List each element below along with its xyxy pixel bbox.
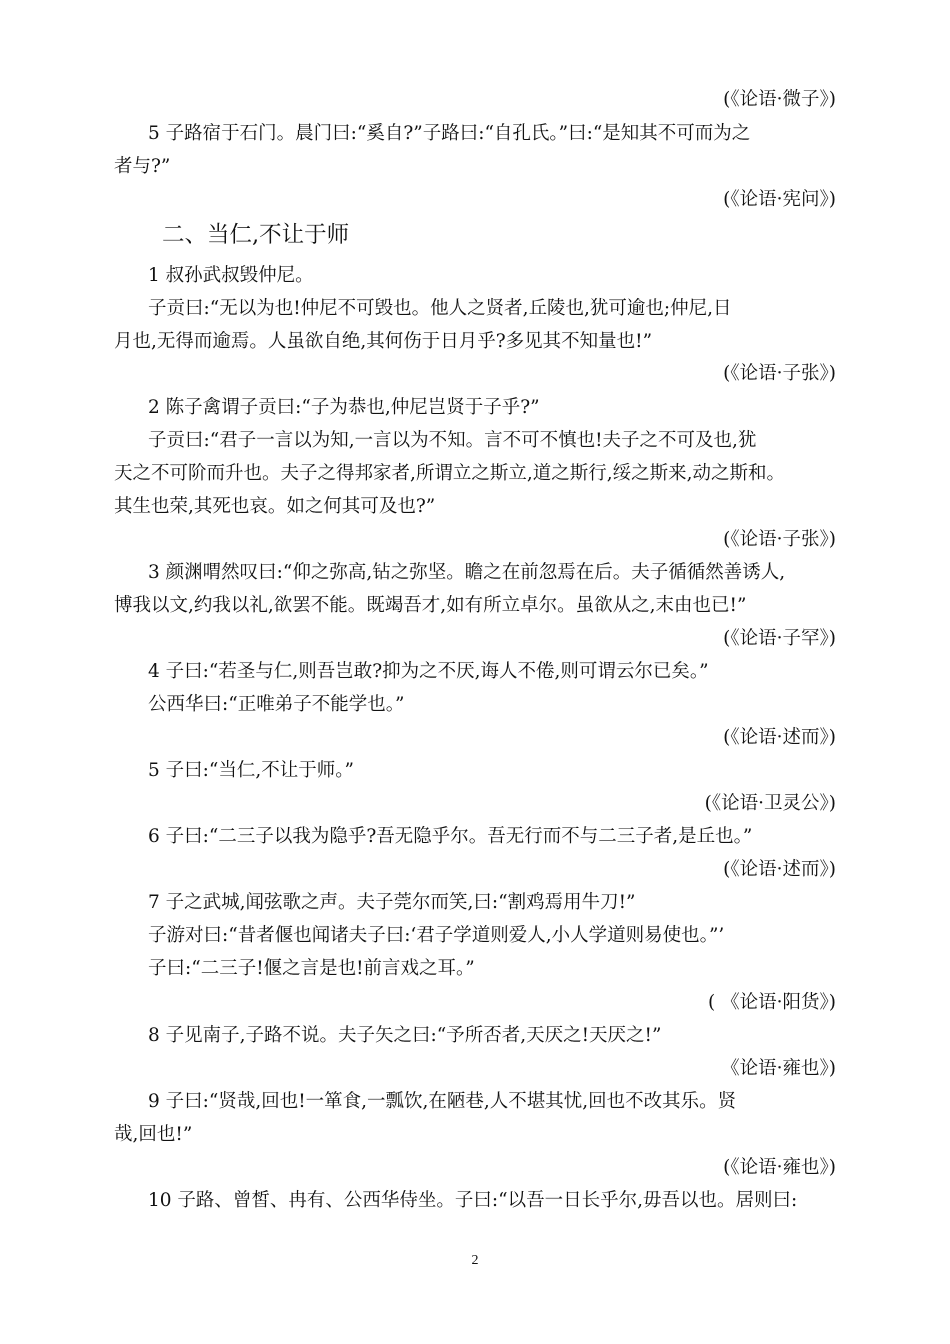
passage-line: 1 叔孙武叔毁仲尼。 bbox=[148, 265, 314, 286]
source-citation: (《论语·子张》) bbox=[723, 363, 836, 384]
passage-line: 3 颜渊喟然叹曰:“仰之弥高,钻之弥坚。瞻之在前忽焉在后。夫子循循然善诱人, bbox=[148, 562, 786, 583]
passage-line: 7 子之武城,闻弦歌之声。夫子莞尔而笑,曰:“割鸡焉用牛刀!” bbox=[148, 892, 636, 913]
passage-line: 博我以文,约我以礼,欲罢不能。既竭吾才,如有所立卓尔。虽欲从之,末由也已!” bbox=[114, 595, 747, 616]
source-citation: (《论语·子张》) bbox=[723, 529, 836, 550]
passage-line: 者与?” bbox=[114, 156, 171, 177]
passage-line: 天之不可阶而升也。夫子之得邦家者,所谓立之斯立,道之斯行,绥之斯来,动之斯和。 bbox=[114, 463, 786, 484]
passage-line: 9 子曰:“贤哉,回也!一箪食,一瓢饮,在陋巷,人不堪其忧,回也不改其乐。贤 bbox=[148, 1091, 737, 1112]
section-heading: 二、当仁,不让于师 bbox=[162, 222, 350, 248]
passage-line: 5 子路宿于石门。晨门曰:“奚自?”子路曰:“自孔氏。”曰:“是知其不可而为之 bbox=[148, 123, 751, 144]
source-citation: (《论语·述而》) bbox=[723, 727, 836, 748]
passage-line: 哉,回也!” bbox=[114, 1124, 193, 1145]
passage-line: 2 陈子禽谓子贡曰:“子为恭也,仲尼岂贤于子乎?” bbox=[148, 397, 540, 418]
passage-line: 6 子曰:“二三子以我为隐乎?吾无隐乎尔。吾无行而不与二三子者,是丘也。” bbox=[148, 826, 753, 847]
source-citation: ( 《论语·阳货》) bbox=[708, 992, 836, 1013]
passage-line: 公西华曰:“正唯弟子不能学也。” bbox=[148, 694, 405, 715]
passage-line: 4 子曰:“若圣与仁,则吾岂敢?抑为之不厌,诲人不倦,则可谓云尔已矣。” bbox=[148, 661, 709, 682]
passage-line: 子贡曰:“无以为也!仲尼不可毁也。他人之贤者,丘陵也,犹可逾也;仲尼,日 bbox=[148, 298, 732, 319]
source-citation: (《论语·子罕》) bbox=[723, 628, 836, 649]
passage-line: 10 子路、曾皙、冉有、公西华侍坐。子曰:“以吾一日长乎尔,毋吾以也。居则曰: bbox=[148, 1190, 798, 1211]
page-number: 2 bbox=[471, 1253, 479, 1268]
passage-line: 8 子见南子,子路不说。夫子矢之曰:“予所否者,天厌之!天厌之!” bbox=[148, 1025, 662, 1046]
passage-line: 5 子曰:“当仁,不让于师。” bbox=[148, 760, 354, 781]
source-citation: (《论语·宪问》) bbox=[723, 189, 836, 210]
passage-line: 子贡曰:“君子一言以为知,一言以为不知。言不可不慎也!夫子之不可及也,犹 bbox=[148, 430, 757, 451]
source-citation: (《论语·微子》) bbox=[723, 89, 836, 110]
passage-line: 子游对曰:“昔者偃也闻诸夫子曰:‘君子学道则爱人,小人学道则易使也。”’ bbox=[148, 925, 725, 946]
source-citation: (《论语·卫灵公》) bbox=[704, 793, 836, 814]
source-citation: (《论语·雍也》) bbox=[723, 1157, 836, 1178]
passage-line: 其生也荣,其死也哀。如之何其可及也?” bbox=[114, 496, 436, 517]
source-citation: 《论语·雍也》) bbox=[721, 1058, 836, 1079]
source-citation: (《论语·述而》) bbox=[723, 859, 836, 880]
passage-line: 子曰:“二三子!偃之言是也!前言戏之耳。” bbox=[148, 958, 475, 979]
passage-line: 月也,无得而逾焉。人虽欲自绝,其何伤于日月乎?多见其不知量也!” bbox=[114, 331, 653, 352]
